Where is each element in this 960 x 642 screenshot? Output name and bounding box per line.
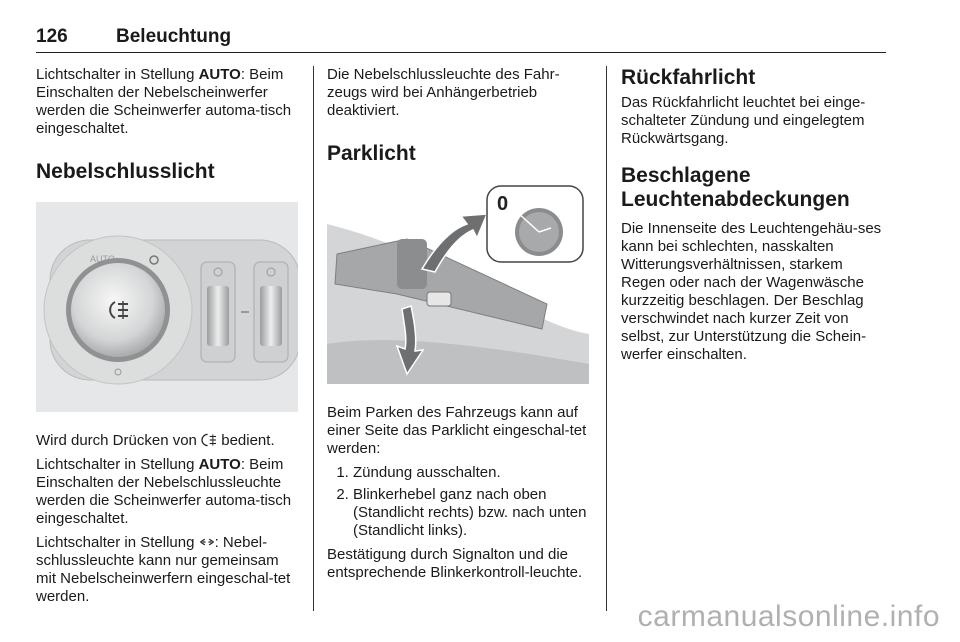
paragraph-fog-front: Lichtschalter in Stellung AUTO: Beim Einschalten der Nebelscheinwerfer werden die Scheinwerfer automa-tisch eingeschaltet. bbox=[36, 66, 292, 137]
column-2 bbox=[327, 66, 589, 588]
list-item: 2. Blinkerhebel ganz nach oben (Standlicht rechts) bzw. nach unten (Standlicht links). bbox=[353, 486, 589, 540]
paragraph-parking: Beim Parken des Fahrzeugs kann auf einer Seite das Parklicht eingeschal-tet werden: bbox=[327, 404, 587, 457]
paragraph-low-beam: Lichtschalter in Stellung : Nebel-schlussleuchte kann nur gemeinsam mit Nebelscheinwerfern eingeschal-tet werden. bbox=[36, 534, 291, 605]
heading-reverse-light: Rückfahrlicht bbox=[621, 66, 756, 89]
column-divider bbox=[313, 66, 314, 611]
heading-parking-light: Parklicht bbox=[327, 142, 416, 165]
chapter-title: Beleuchtung bbox=[116, 26, 232, 47]
column-1 bbox=[36, 66, 298, 612]
turn-lever-figure bbox=[327, 184, 589, 384]
page-header bbox=[36, 26, 886, 53]
paragraph-trailer: Die Nebelschlussleuchte des Fahr-zeugs wird bei Anhängerbetrieb deaktiviert. bbox=[327, 66, 560, 119]
paragraph-auto: Lichtschalter in Stellung AUTO: Beim Einschalten der Nebelschlussleuchte werden die Scheinwerfer automa-tisch eingeschaltet. bbox=[36, 456, 292, 527]
light-switch-illustration bbox=[36, 202, 298, 412]
low-beam-icon bbox=[199, 535, 215, 549]
paragraph-reverse: Das Rückfahrlicht leuchtet bei einge-schalteter Zündung und eingelegtem Rückwärtsgang. bbox=[621, 94, 866, 147]
light-switch-figure bbox=[36, 202, 298, 412]
watermark: carmanualsonline.info bbox=[637, 600, 940, 633]
steps-list bbox=[327, 464, 589, 540]
column-3 bbox=[621, 66, 883, 370]
turn-lever-illustration bbox=[327, 184, 589, 384]
paragraph-press: Wird durch Drücken von bedient. bbox=[36, 432, 275, 449]
position-zero-label: 0 bbox=[497, 193, 509, 215]
heading-fogged-covers: Beschlagene Leuchtenabdeckungen bbox=[621, 164, 850, 211]
paragraph-confirmation: Bestätigung durch Signalton und die entsprechende Blinkerkontroll-leuchte. bbox=[327, 546, 583, 581]
auto-label: AUTO bbox=[90, 254, 115, 264]
paragraph-fogged: Die Innenseite des Leuchtengehäu-ses kann bei schlechten, nasskalten Witterungsverhältnissen, starkem Regen oder nach der Wagenwäsche kurzzeitig beschlagen. Der Beschlag verschwindet nach kurzer Zeit von selbst, zur Unterstützung die Schein-werfer einschalten. bbox=[621, 220, 882, 363]
column-divider bbox=[606, 66, 607, 611]
list-item: 1. Zündung ausschalten. bbox=[353, 464, 589, 482]
page-number: 126 bbox=[36, 26, 68, 47]
heading-fog-rear: Nebelschlusslicht bbox=[36, 160, 215, 183]
fog-rear-icon bbox=[201, 433, 217, 447]
